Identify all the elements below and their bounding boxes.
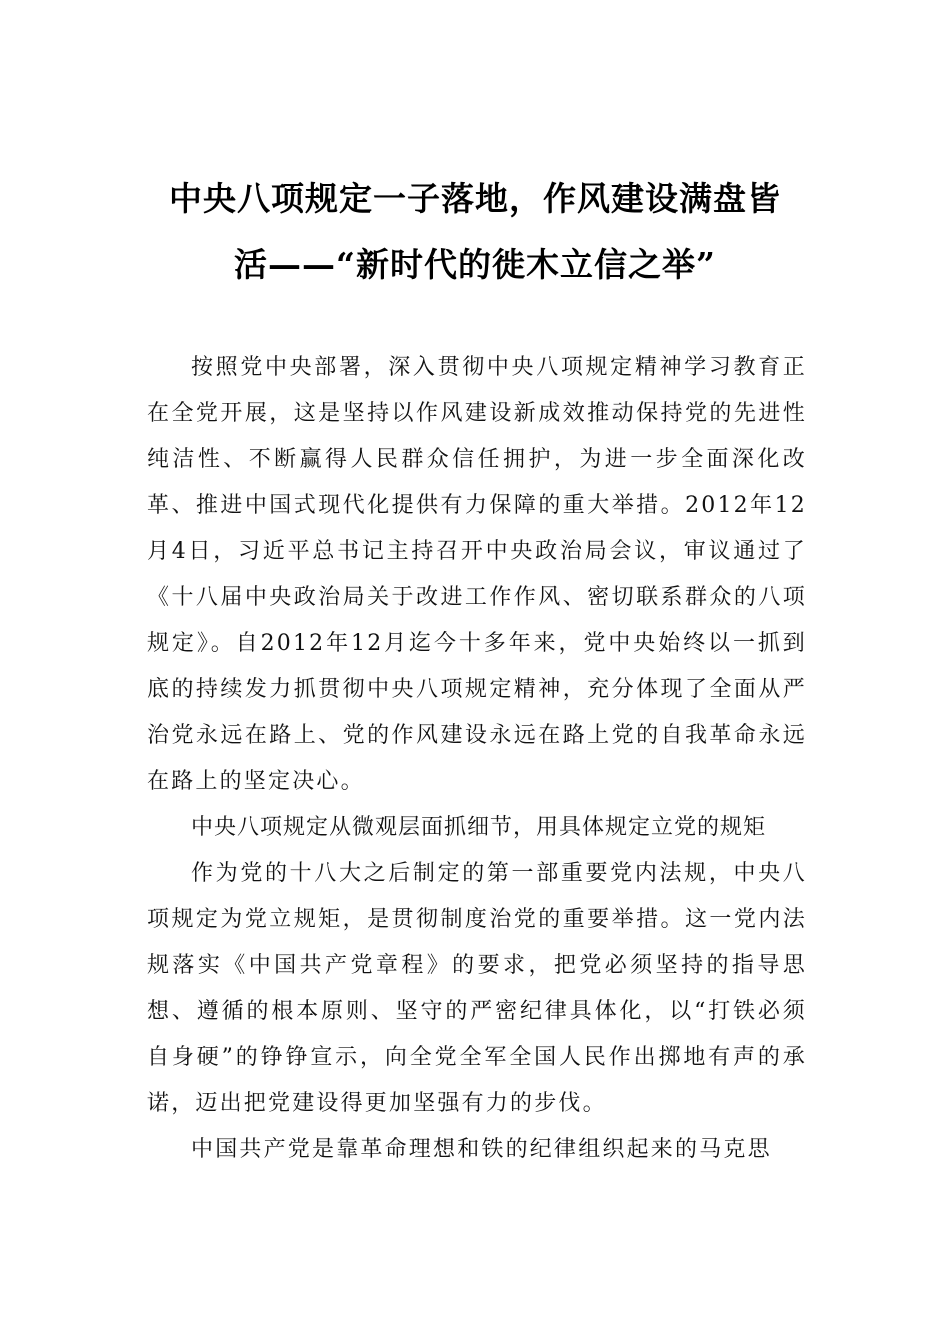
- section-heading: 中央八项规定从微观层面抓细节，用具体规定立党的规矩: [191, 815, 767, 840]
- title-line-2: 活——“新时代的徙木立信之举”: [234, 245, 716, 284]
- title-line-1: 中央八项规定一子落地，作风建设满盘皆: [169, 179, 781, 218]
- document-title: [140, 166, 810, 298]
- paragraph-intro: 按照党中央部署，深入贯彻中央八项规定精神学习教育正在全党开展，这是坚持以作风建设新成效推动保持党的先进性纯洁性、不断赢得人民群众信任拥护，为进一步全面深化改革、推进中国式现代化提供有力保障的重大举措。2012年12月4日，习近平总书记主持召开中央政治局会议，审议通过了《十八届中央政治局关于改进工作作风、密切联系群众的八项规定》。自2012年12月迄今十多年来，党中央始终以一抓到底的持续发力抓贯彻中央八项规定精神，充分体现了全面从严治党永远在路上、党的作风建设永远在路上党的自我革命永远在路上的坚定决心。: [147, 355, 807, 794]
- paragraph-party-discipline: 中国共产党是靠革命理想和铁的纪律组织起来的马克思: [191, 1137, 772, 1162]
- paragraph-regulations: 作为党的十八大之后制定的第一部重要党内法规，中央八项规定为党立规矩，是贯彻制度治党的重要举措。这一党内法规落实《中国共产党章程》的要求，把党必须坚持的指导思想、遵循的根本原则、坚守的严密纪律具体化，以“打铁必须自身硬”的铮铮宣示，向全党全军全国人民作出掷地有声的承诺，迈出把党建设得更加坚强有力的步伐。: [147, 861, 807, 1116]
- document-body: [147, 345, 807, 1173]
